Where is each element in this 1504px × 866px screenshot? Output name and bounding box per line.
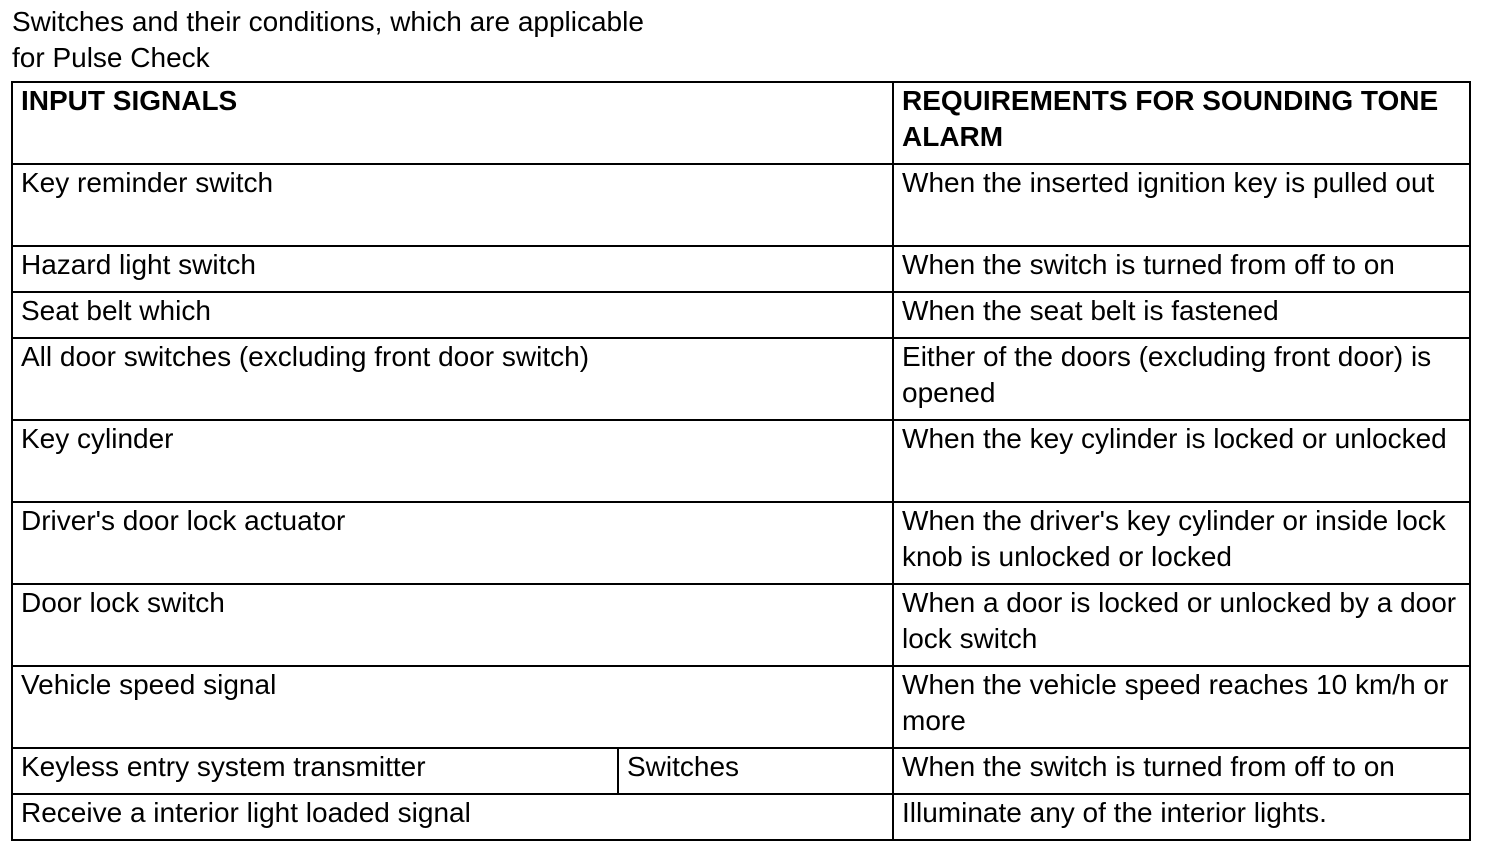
requirement-cell: When the seat belt is fastened — [893, 292, 1470, 338]
header-row — [12, 82, 1470, 164]
input-cell: Key cylinder — [12, 420, 893, 502]
input-cell: Receive a interior light loaded signal — [12, 794, 893, 840]
table-row — [12, 748, 1470, 794]
input-cell: Key reminder switch — [12, 164, 893, 246]
table-row — [12, 338, 1470, 420]
caption-line-2: for Pulse Check — [12, 42, 210, 73]
table-row — [12, 292, 1470, 338]
input-cell: All door switches (excluding front door switch) — [12, 338, 893, 420]
requirement-cell: When the inserted ignition key is pulled out — [893, 164, 1470, 246]
table-caption — [12, 4, 644, 76]
requirement-cell: Illuminate any of the interior lights. — [893, 794, 1470, 840]
table-row — [12, 794, 1470, 840]
input-cell: Driver's door lock actuator — [12, 502, 893, 584]
requirement-cell: When a door is locked or unlocked by a door lock switch — [893, 584, 1470, 666]
table-row — [12, 502, 1470, 584]
input-cell: Door lock switch — [12, 584, 893, 666]
input-cell: Hazard light switch — [12, 246, 893, 292]
table-row — [12, 164, 1470, 246]
table-row — [12, 584, 1470, 666]
header-requirements: REQUIREMENTS FOR SOUNDING TONE ALARM — [893, 82, 1470, 164]
table-row — [12, 666, 1470, 748]
requirement-cell: When the switch is turned from off to on — [893, 748, 1470, 794]
input-cell: Vehicle speed signal — [12, 666, 893, 748]
requirement-cell: Either of the doors (excluding front door) is opened — [893, 338, 1470, 420]
requirement-cell: When the key cylinder is locked or unlocked — [893, 420, 1470, 502]
input-cell: Seat belt which — [12, 292, 893, 338]
signals-table — [11, 81, 1471, 841]
table-row — [12, 420, 1470, 502]
input-subcell: Switches — [618, 748, 893, 794]
input-cell: Keyless entry system transmitter — [12, 748, 618, 794]
table-row — [12, 246, 1470, 292]
requirement-cell: When the vehicle speed reaches 10 km/h or more — [893, 666, 1470, 748]
requirement-cell: When the switch is turned from off to on — [893, 246, 1470, 292]
header-input-signals: INPUT SIGNALS — [12, 82, 893, 164]
requirement-cell: When the driver's key cylinder or inside lock knob is unlocked or locked — [893, 502, 1470, 584]
caption-line-1: Switches and their conditions, which are applicable — [12, 6, 644, 37]
